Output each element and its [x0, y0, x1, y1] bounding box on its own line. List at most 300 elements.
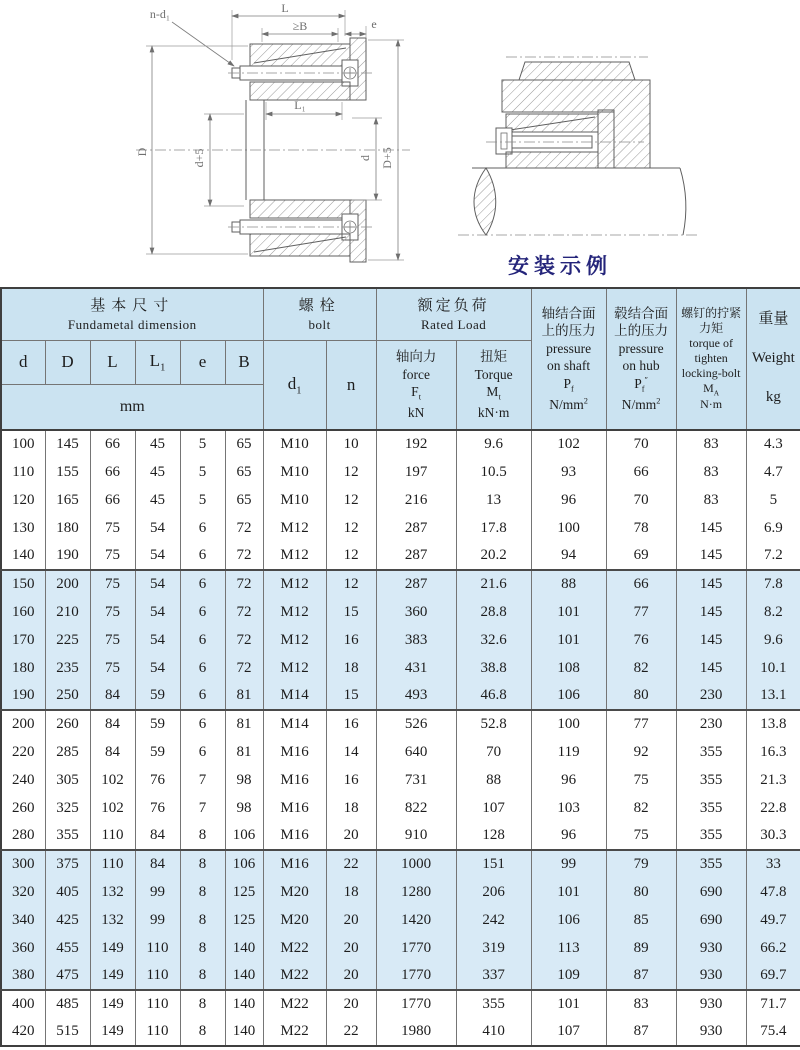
table-cell: 109 — [531, 962, 606, 990]
table-cell: 1770 — [376, 962, 456, 990]
table-cell: 119 — [531, 738, 606, 766]
table-cell: 6 — [180, 710, 225, 738]
table-cell: 383 — [376, 626, 456, 654]
table-cell: 128 — [456, 822, 531, 850]
table-cell: 102 — [531, 430, 606, 458]
table-row — [1, 934, 800, 962]
table-cell: 59 — [135, 682, 180, 710]
right-installation-view — [458, 57, 700, 235]
technical-drawings — [0, 0, 800, 287]
table-cell: 165 — [45, 486, 90, 514]
lower-inner-ring — [250, 200, 350, 218]
table-cell: 690 — [676, 906, 746, 934]
table-cell: 355 — [456, 990, 531, 1018]
table-row — [1, 822, 800, 850]
table-cell: 731 — [376, 766, 456, 794]
table-cell: 15 — [326, 682, 376, 710]
table-cell: 930 — [676, 934, 746, 962]
table-cell: 71.7 — [746, 990, 800, 1018]
table-cell: 75 — [606, 822, 676, 850]
header-locking-torque: 螺钉的拧紧 力矩 torque of tighten locking-bolt $M_A$ N·m — [676, 288, 746, 430]
table-cell: 70 — [606, 486, 676, 514]
table-cell: 89 — [606, 934, 676, 962]
table-cell: 1770 — [376, 990, 456, 1018]
table-cell: 76 — [606, 626, 676, 654]
table-cell: 99 — [531, 850, 606, 878]
table-cell: 260 — [45, 710, 90, 738]
table-cell: 22.8 — [746, 794, 800, 822]
table-cell: M16 — [263, 850, 326, 878]
table-row — [1, 990, 800, 1018]
table-cell: 216 — [376, 486, 456, 514]
table-cell: 8 — [180, 822, 225, 850]
table-cell: 54 — [135, 598, 180, 626]
table-cell: 20 — [326, 934, 376, 962]
dimension-label-d5: d+5 — [192, 148, 206, 168]
table-cell: 526 — [376, 710, 456, 738]
table-cell: 72 — [225, 598, 263, 626]
table-cell: 20 — [326, 822, 376, 850]
table-row — [1, 626, 800, 654]
table-cell: 54 — [135, 542, 180, 570]
table-cell: 6 — [180, 682, 225, 710]
table-cell: 85 — [606, 906, 676, 934]
table-cell: 106 — [225, 850, 263, 878]
table-row — [1, 710, 800, 738]
table-cell: 49.7 — [746, 906, 800, 934]
table-cell: 88 — [456, 766, 531, 794]
table-cell: 28.8 — [456, 598, 531, 626]
table-cell: 930 — [676, 990, 746, 1018]
table-cell: 125 — [225, 878, 263, 906]
table-cell: 355 — [676, 850, 746, 878]
table-cell: 101 — [531, 990, 606, 1018]
table-cell: 455 — [45, 934, 90, 962]
table-cell: 145 — [45, 430, 90, 458]
table-cell: M12 — [263, 542, 326, 570]
table-cell: 12 — [326, 514, 376, 542]
header-col-d: d — [1, 340, 45, 384]
dimension-label-D5: D+5 — [380, 147, 394, 169]
table-cell: 66 — [90, 430, 135, 458]
table-cell: 15 — [326, 598, 376, 626]
header-rated-load: 额定负荷 Rated Load — [376, 288, 531, 340]
table-row — [1, 486, 800, 514]
table-cell: 180 — [1, 654, 45, 682]
table-cell: 425 — [45, 906, 90, 934]
table-cell: 5 — [746, 486, 800, 514]
table-cell: 87 — [606, 962, 676, 990]
table-cell: 200 — [1, 710, 45, 738]
table-cell: 125 — [225, 906, 263, 934]
table-cell: 16 — [326, 626, 376, 654]
table-cell: 18 — [326, 878, 376, 906]
table-cell: 1000 — [376, 850, 456, 878]
table-row — [1, 458, 800, 486]
table-cell: 6 — [180, 542, 225, 570]
table-cell: 72 — [225, 654, 263, 682]
table-cell: 69.7 — [746, 962, 800, 990]
table-cell: 220 — [12, 743, 35, 760]
table-cell: 320 — [1, 878, 45, 906]
table-row — [1, 654, 800, 682]
header-unit-mm: mm — [1, 384, 263, 430]
table-cell: 7.2 — [746, 542, 800, 570]
table-row — [1, 906, 800, 934]
table-cell: 910 — [376, 822, 456, 850]
table-cell: 103 — [531, 794, 606, 822]
table-row — [1, 766, 800, 794]
table-cell: 78 — [606, 514, 676, 542]
table-cell: 21.3 — [746, 766, 800, 794]
table-cell: M12 — [263, 598, 326, 626]
table-cell: 12 — [326, 458, 376, 486]
table-cell: 145 — [676, 514, 746, 542]
table-cell: 8 — [180, 962, 225, 990]
table-cell: 410 — [456, 1018, 531, 1046]
table-cell: 84 — [135, 822, 180, 850]
table-cell: 6 — [180, 514, 225, 542]
table-cell: 77 — [606, 598, 676, 626]
table-cell: M14 — [263, 710, 326, 738]
table-cell: M20 — [263, 878, 326, 906]
table-cell: 150 — [1, 570, 45, 598]
table-cell: 12 — [326, 542, 376, 570]
table-cell: 75 — [606, 766, 676, 794]
table-cell: 160 — [1, 598, 45, 626]
device-outer-ring — [506, 114, 598, 132]
table-cell: 106 — [225, 822, 263, 850]
table-cell: 240 — [12, 771, 35, 788]
table-cell: 355 — [676, 738, 746, 766]
table-cell: 8 — [180, 850, 225, 878]
table-cell: 260 — [12, 799, 35, 816]
table-cell: 52.8 — [456, 710, 531, 738]
table-cell: 8 — [180, 878, 225, 906]
header-weight: 重量 Weight kg — [746, 288, 800, 430]
table-cell: 9.6 — [456, 430, 531, 458]
table-cell: 10 — [326, 430, 376, 458]
table-cell: 72 — [225, 626, 263, 654]
table-cell: 16 — [326, 766, 376, 794]
table-cell: M10 — [263, 486, 326, 514]
table-cell: 6 — [180, 738, 225, 766]
table-cell: 6 — [180, 654, 225, 682]
table-cell: 132 — [90, 878, 135, 906]
table-cell: 75 — [90, 598, 135, 626]
table-cell: 22 — [326, 1018, 376, 1046]
table-cell: 149 — [90, 990, 135, 1018]
table-cell: M16 — [263, 822, 326, 850]
table-cell: M12 — [263, 570, 326, 598]
table-cell: 75 — [90, 626, 135, 654]
table-cell: 54 — [135, 514, 180, 542]
table-cell: 108 — [531, 654, 606, 682]
table-row — [1, 962, 800, 990]
table-cell: 79 — [606, 850, 676, 878]
table-cell: 10.5 — [456, 458, 531, 486]
table-cell: 130 — [12, 519, 35, 536]
table-cell: 84 — [90, 682, 135, 710]
table-cell: 20 — [326, 990, 376, 1018]
table-cell: 94 — [531, 542, 606, 570]
table-cell: 12 — [326, 486, 376, 514]
table-cell: 87 — [606, 1018, 676, 1046]
table-cell: 66 — [90, 458, 135, 486]
table-cell: 6 — [180, 570, 225, 598]
table-cell: 300 — [1, 850, 45, 878]
table-cell: 337 — [456, 962, 531, 990]
table-cell: 84 — [135, 850, 180, 878]
table-cell: 355 — [676, 766, 746, 794]
table-cell: 145 — [676, 570, 746, 598]
table-cell: 405 — [45, 878, 90, 906]
table-cell: 140 — [225, 1018, 263, 1046]
dimension-label-D: D — [135, 147, 149, 157]
dimension-label-e: e — [371, 17, 377, 31]
table-row — [1, 1018, 800, 1046]
table-cell: M12 — [263, 626, 326, 654]
table-cell: 145 — [676, 542, 746, 570]
table-cell: 46.8 — [456, 682, 531, 710]
table-cell: 66 — [606, 570, 676, 598]
table-cell: 110 — [90, 822, 135, 850]
device-inner-ring — [506, 152, 598, 168]
table-cell: 70 — [456, 738, 531, 766]
header-pressure-shaft: 轴结合面 上的压力 pressure on shaft $P_f$ $N/mm^2$ — [531, 288, 606, 430]
table-cell: 98 — [225, 766, 263, 794]
table-cell: 9.6 — [746, 626, 800, 654]
table-cell: M14 — [263, 682, 326, 710]
table-cell: 99 — [135, 906, 180, 934]
table-cell: 7.8 — [746, 570, 800, 598]
table-row — [1, 514, 800, 542]
table-cell: M22 — [263, 1018, 326, 1046]
table-cell: 100 — [1, 430, 45, 458]
table-cell: 16 — [326, 710, 376, 738]
table-cell: 59 — [135, 710, 180, 738]
table-cell: 110 — [135, 990, 180, 1018]
table-cell: 66 — [606, 458, 676, 486]
table-cell: 4.3 — [746, 430, 800, 458]
table-cell: 66.2 — [746, 934, 800, 962]
table-cell: 83 — [676, 486, 746, 514]
table-cell: 32.6 — [456, 626, 531, 654]
table-cell: 1280 — [376, 878, 456, 906]
table-cell: 113 — [531, 934, 606, 962]
table-cell: 145 — [676, 598, 746, 626]
table-cell: 6 — [180, 626, 225, 654]
table-cell: 155 — [45, 458, 90, 486]
table-cell: 96 — [531, 822, 606, 850]
table-cell: 13 — [456, 486, 531, 514]
table-cell: 287 — [376, 514, 456, 542]
table-cell: M22 — [263, 934, 326, 962]
table-cell: 76 — [135, 794, 180, 822]
table-cell: 80 — [606, 682, 676, 710]
table-cell: 1980 — [376, 1018, 456, 1046]
table-cell: 81 — [225, 738, 263, 766]
table-cell: 420 — [12, 1023, 35, 1039]
table-cell: 190 — [45, 542, 90, 570]
table-cell: 287 — [376, 570, 456, 598]
table-cell: 140 — [225, 934, 263, 962]
table-cell: 102 — [90, 766, 135, 794]
table-cell: 107 — [456, 794, 531, 822]
header-basic-dimension: 基本尺寸 Fundametal dimension — [1, 288, 263, 340]
header-col-L: L — [90, 340, 135, 384]
table-cell: 360 — [376, 598, 456, 626]
table-cell: 16.3 — [746, 738, 800, 766]
header-bolt: 螺栓 bolt — [263, 288, 376, 340]
table-cell: 5 — [180, 458, 225, 486]
table-cell: 20.2 — [456, 542, 531, 570]
table-cell: 22 — [326, 850, 376, 878]
table-row — [1, 878, 800, 906]
table-cell: 82 — [606, 654, 676, 682]
section-drawing-svg — [0, 0, 800, 287]
table-cell: 33 — [746, 850, 800, 878]
table-cell: M12 — [263, 654, 326, 682]
table-cell: M22 — [263, 990, 326, 1018]
table-cell: M10 — [263, 458, 326, 486]
table-cell: 83 — [606, 990, 676, 1018]
table-cell: 83 — [676, 458, 746, 486]
table-cell: M20 — [263, 906, 326, 934]
dimension-table — [0, 287, 800, 1047]
table-cell: 400 — [1, 990, 45, 1018]
table-cell: M16 — [263, 766, 326, 794]
table-cell: 100 — [531, 514, 606, 542]
table-cell: 99 — [135, 878, 180, 906]
table-cell: 100 — [531, 710, 606, 738]
table-cell: 355 — [676, 822, 746, 850]
table-cell: 107 — [531, 1018, 606, 1046]
header-pressure-hub: 毂结合面 上的压力 pressure on hub $P_f''$ $N/mm^2$ — [606, 288, 676, 430]
table-cell: 149 — [90, 962, 135, 990]
table-cell: 170 — [1, 626, 45, 654]
table-cell: 4.7 — [746, 458, 800, 486]
table-cell: 140 — [225, 962, 263, 990]
table-cell: 145 — [676, 626, 746, 654]
table-cell: 72 — [225, 542, 263, 570]
table-cell: 120 — [12, 491, 35, 508]
table-cell: 93 — [531, 458, 606, 486]
table-cell: 110 — [135, 934, 180, 962]
table-cell: M16 — [263, 794, 326, 822]
table-cell: 75 — [90, 542, 135, 570]
table-body — [1, 430, 800, 1046]
table-cell: 180 — [45, 514, 90, 542]
table-cell: 640 — [376, 738, 456, 766]
header-col-D: D — [45, 340, 90, 384]
header-col-B: B — [225, 340, 263, 384]
table-cell: 72 — [225, 514, 263, 542]
table-cell: 5 — [180, 486, 225, 514]
table-cell: 76 — [135, 766, 180, 794]
table-cell: M12 — [263, 514, 326, 542]
table-cell: 20 — [326, 962, 376, 990]
table-cell: 285 — [45, 738, 90, 766]
table-cell: 18 — [326, 794, 376, 822]
table-cell: 7 — [180, 794, 225, 822]
table-cell: 280 — [12, 827, 35, 843]
table-cell: 145 — [676, 654, 746, 682]
table-cell: 210 — [45, 598, 90, 626]
table-cell: 12 — [326, 570, 376, 598]
header-col-d1: $d_1$ — [263, 340, 326, 430]
table-cell: 13.8 — [746, 710, 800, 738]
table-cell: 8 — [180, 934, 225, 962]
table-cell: 340 — [1, 906, 45, 934]
table-cell: 65 — [225, 430, 263, 458]
table-cell: 149 — [90, 934, 135, 962]
table-cell: 242 — [456, 906, 531, 934]
table-cell: 380 — [1, 962, 45, 990]
table-cell: 88 — [531, 570, 606, 598]
table-cell: 96 — [531, 486, 606, 514]
table-cell: 69 — [606, 542, 676, 570]
table-cell: 84 — [90, 710, 135, 738]
table-row — [1, 738, 800, 766]
table-row — [1, 850, 800, 878]
table-cell: 250 — [45, 682, 90, 710]
table-cell: 81 — [225, 682, 263, 710]
table-cell: 59 — [135, 738, 180, 766]
table-row — [1, 794, 800, 822]
table-cell: 475 — [45, 962, 90, 990]
table-row — [1, 542, 800, 570]
table-cell: M10 — [263, 430, 326, 458]
table-cell: 7 — [180, 766, 225, 794]
table-cell: 96 — [531, 766, 606, 794]
table-cell: 72 — [225, 570, 263, 598]
dimension-label-L: L — [281, 1, 289, 15]
table-cell: 200 — [45, 570, 90, 598]
table-cell: 75.4 — [746, 1018, 800, 1046]
table-cell: 485 — [45, 990, 90, 1018]
device-flange — [598, 110, 614, 168]
table-cell: 101 — [531, 878, 606, 906]
table-cell: 8 — [180, 906, 225, 934]
table-cell: 225 — [45, 626, 90, 654]
table-row — [1, 430, 800, 458]
table-cell: 6 — [180, 598, 225, 626]
table-cell: 149 — [90, 1018, 135, 1046]
table-cell: 17.8 — [456, 514, 531, 542]
table-cell: 319 — [456, 934, 531, 962]
table-cell: 230 — [676, 682, 746, 710]
dimension-label-B: ≥B — [292, 19, 308, 33]
table-row — [1, 570, 800, 598]
table-cell: 75 — [90, 570, 135, 598]
table-cell: 66 — [90, 486, 135, 514]
table-cell: 325 — [45, 794, 90, 822]
table-cell: 101 — [531, 626, 606, 654]
shaft-end-face — [680, 168, 686, 235]
table-cell: 197 — [376, 458, 456, 486]
table-cell: 54 — [135, 570, 180, 598]
table-cell: 70 — [606, 430, 676, 458]
table-cell: 132 — [90, 906, 135, 934]
header-col-torque: 扭矩 Torque $M_t$ kN·m — [456, 340, 531, 430]
table-header — [1, 288, 800, 430]
table-cell: 375 — [45, 850, 90, 878]
table-cell: 13.1 — [746, 682, 800, 710]
table-cell: 65 — [225, 458, 263, 486]
table-cell: 84 — [90, 738, 135, 766]
table-cell: 493 — [376, 682, 456, 710]
